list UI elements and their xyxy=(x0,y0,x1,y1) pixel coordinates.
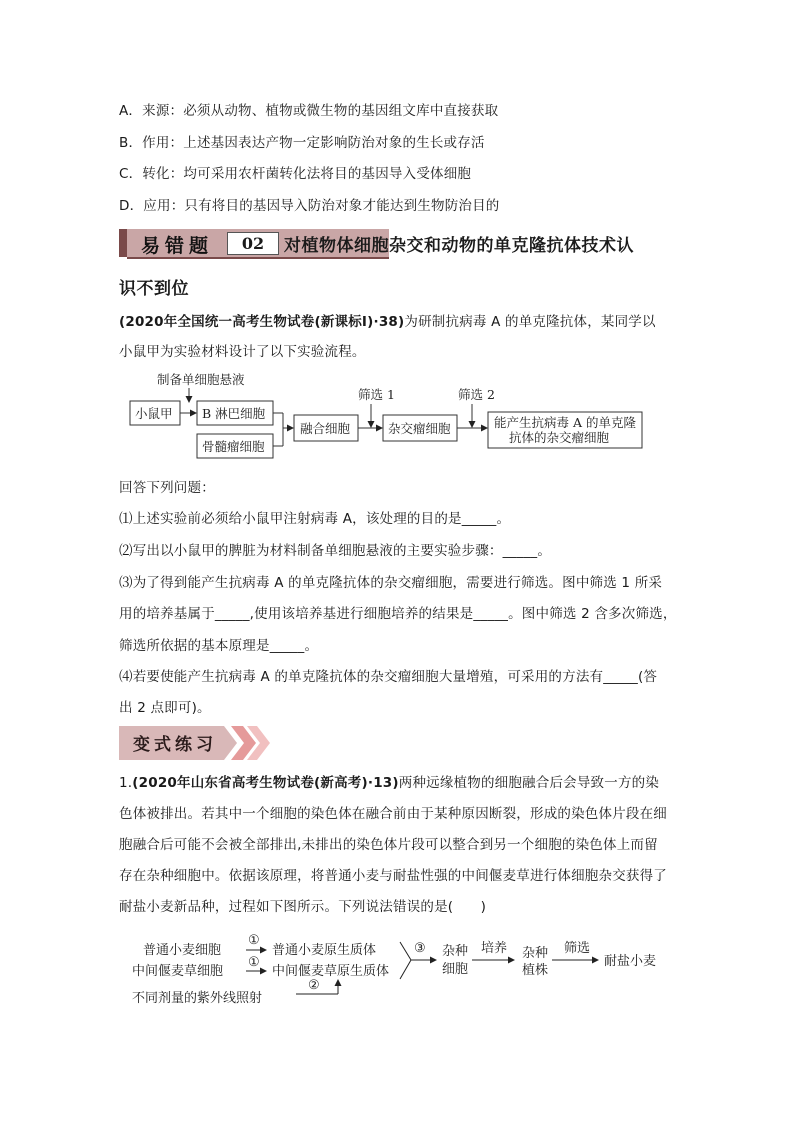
final-label-2: 抗体的杂交瘤细胞 xyxy=(509,430,610,445)
header-tag-number: 02 xyxy=(227,232,279,255)
culture-label: 培养 xyxy=(481,941,508,956)
screen1-label: 筛选 1 xyxy=(358,387,395,402)
final-label-1: 能产生抗病毒 A 的单克隆 xyxy=(494,415,636,430)
question2-line3: 胞融合后可能不会被全部排出,未排出的染色体片段可以整合到另一个细胞的染色体上而留 xyxy=(119,837,658,853)
question2-stem xyxy=(119,773,659,793)
myeloma-label: 骨髓瘤细胞 xyxy=(202,439,265,454)
option-a: A．来源：必须从动物、植物或微生物的基因组文库中直接获取 xyxy=(119,103,499,119)
question1-stem-line2: 小鼠甲为实验材料设计了以下实验流程。 xyxy=(119,344,366,360)
header-tag-label: 易错题 xyxy=(141,235,214,257)
section-title: 对植物体细胞杂交和动物的单克隆抗体技术认 xyxy=(284,236,634,256)
question1-sub4: ⑷若要使能产生抗病毒 A 的单克隆抗体的杂交瘤细胞大量增殖，可采用的方法有_____(答 xyxy=(119,669,658,685)
hybrid-cell-label-1: 杂种 xyxy=(442,944,469,959)
merge-bracket xyxy=(400,942,411,979)
step2-marker: ② xyxy=(308,978,320,993)
question2-line2: 色体被排出。若其中一个细胞的染色体在融合前由于某种原因断裂，形成的染色体片段在细 xyxy=(119,806,667,822)
section-title-cont: 识不到位 xyxy=(119,279,189,299)
header-tag-accent xyxy=(119,229,127,257)
wheat-cell-label: 普通小麦细胞 xyxy=(143,943,222,958)
wheat-hybrid-diagram xyxy=(128,926,678,1014)
question2-stem-text: 两种远缘植物的细胞融合后会导致一方的染 xyxy=(398,775,660,791)
question1-sub3: ⑶为了得到能产生抗病毒 A 的单克隆抗体的杂交瘤细胞，需要进行筛选。图中筛选 1 所采 xyxy=(119,575,663,591)
step1b-marker: ① xyxy=(248,955,260,970)
question1-sub3-cont: 用的培养基属于_____,使用该培养基进行细胞培养的结果是_____。图中筛选 2 含多次筛选， xyxy=(119,606,677,622)
question2-source: (2020年山东省高考生物试卷(新高考)·13) xyxy=(132,775,399,791)
mouse-label: 小鼠甲 xyxy=(135,406,173,421)
hybridoma-label: 杂交瘤细胞 xyxy=(388,421,451,436)
b-cell-label: B 淋巴细胞 xyxy=(202,406,266,421)
question1-stem-text: 为研制抗病毒 A 的单克隆抗体，某同学以 xyxy=(404,314,656,330)
question1-sub4-cont: 出 2 点即可)。 xyxy=(119,700,211,716)
question1-prompt: 回答下列问题： xyxy=(119,480,215,496)
variant-banner-label: 变式练习 xyxy=(133,735,217,755)
antibody-flow-diagram xyxy=(125,368,655,466)
question1-source: (2020年全国统一高考生物试卷(新课标Ⅰ)·38) xyxy=(119,314,405,330)
option-b: B．作用：上述基因表达产物一定影响防治对象的生长或存活 xyxy=(119,135,485,151)
section-header xyxy=(119,229,679,259)
uv-label: 不同剂量的紫外线照射 xyxy=(132,991,263,1006)
result-label: 耐盐小麦 xyxy=(604,954,657,969)
hybrid-plant-label-2: 植株 xyxy=(522,963,549,978)
step1-marker: ① xyxy=(248,933,260,948)
question1-sub2: ⑵写出以小鼠甲的脾脏为材料制备单细胞悬液的主要实验步骤：_____。 xyxy=(119,543,552,559)
question1-sub1: ⑴上述实验前必须给小鼠甲注射病毒 A，该处理的目的是_____。 xyxy=(119,511,511,527)
question2-number: 1. xyxy=(119,775,133,791)
step3-marker: ③ xyxy=(414,941,426,956)
select-label: 筛选 xyxy=(564,941,591,956)
prep-label: 制备单细胞悬液 xyxy=(157,372,245,387)
grass-proto-label: 中间偃麦草原生质体 xyxy=(272,964,390,979)
question1-stem xyxy=(119,312,656,332)
question2-line5: 耐盐小麦新品种，过程如下图所示。下列说法错误的是( ) xyxy=(119,899,487,915)
option-c: C．转化：均可采用农杆菌转化法将目的基因导入受体细胞 xyxy=(119,166,472,182)
hybrid-plant-label-1: 杂种 xyxy=(522,946,549,961)
variant-banner xyxy=(119,726,274,760)
hybrid-cell-label-2: 细胞 xyxy=(442,962,469,977)
fused-label: 融合细胞 xyxy=(300,421,351,436)
screen2-label: 筛选 2 xyxy=(458,387,495,402)
question2-line4: 存在杂种细胞中。依据该原理，将普通小麦与耐盐性强的中间偃麦草进行体细胞杂交获得了 xyxy=(119,868,667,884)
grass-cell-label: 中间偃麦草细胞 xyxy=(132,964,224,979)
wheat-proto-label: 普通小麦原生质体 xyxy=(272,943,377,958)
question1-sub3-cont2: 筛选所依据的基本原理是_____。 xyxy=(119,638,319,654)
option-d: D．应用：只有将目的基因导入防治对象才能达到生物防治目的 xyxy=(119,198,500,214)
